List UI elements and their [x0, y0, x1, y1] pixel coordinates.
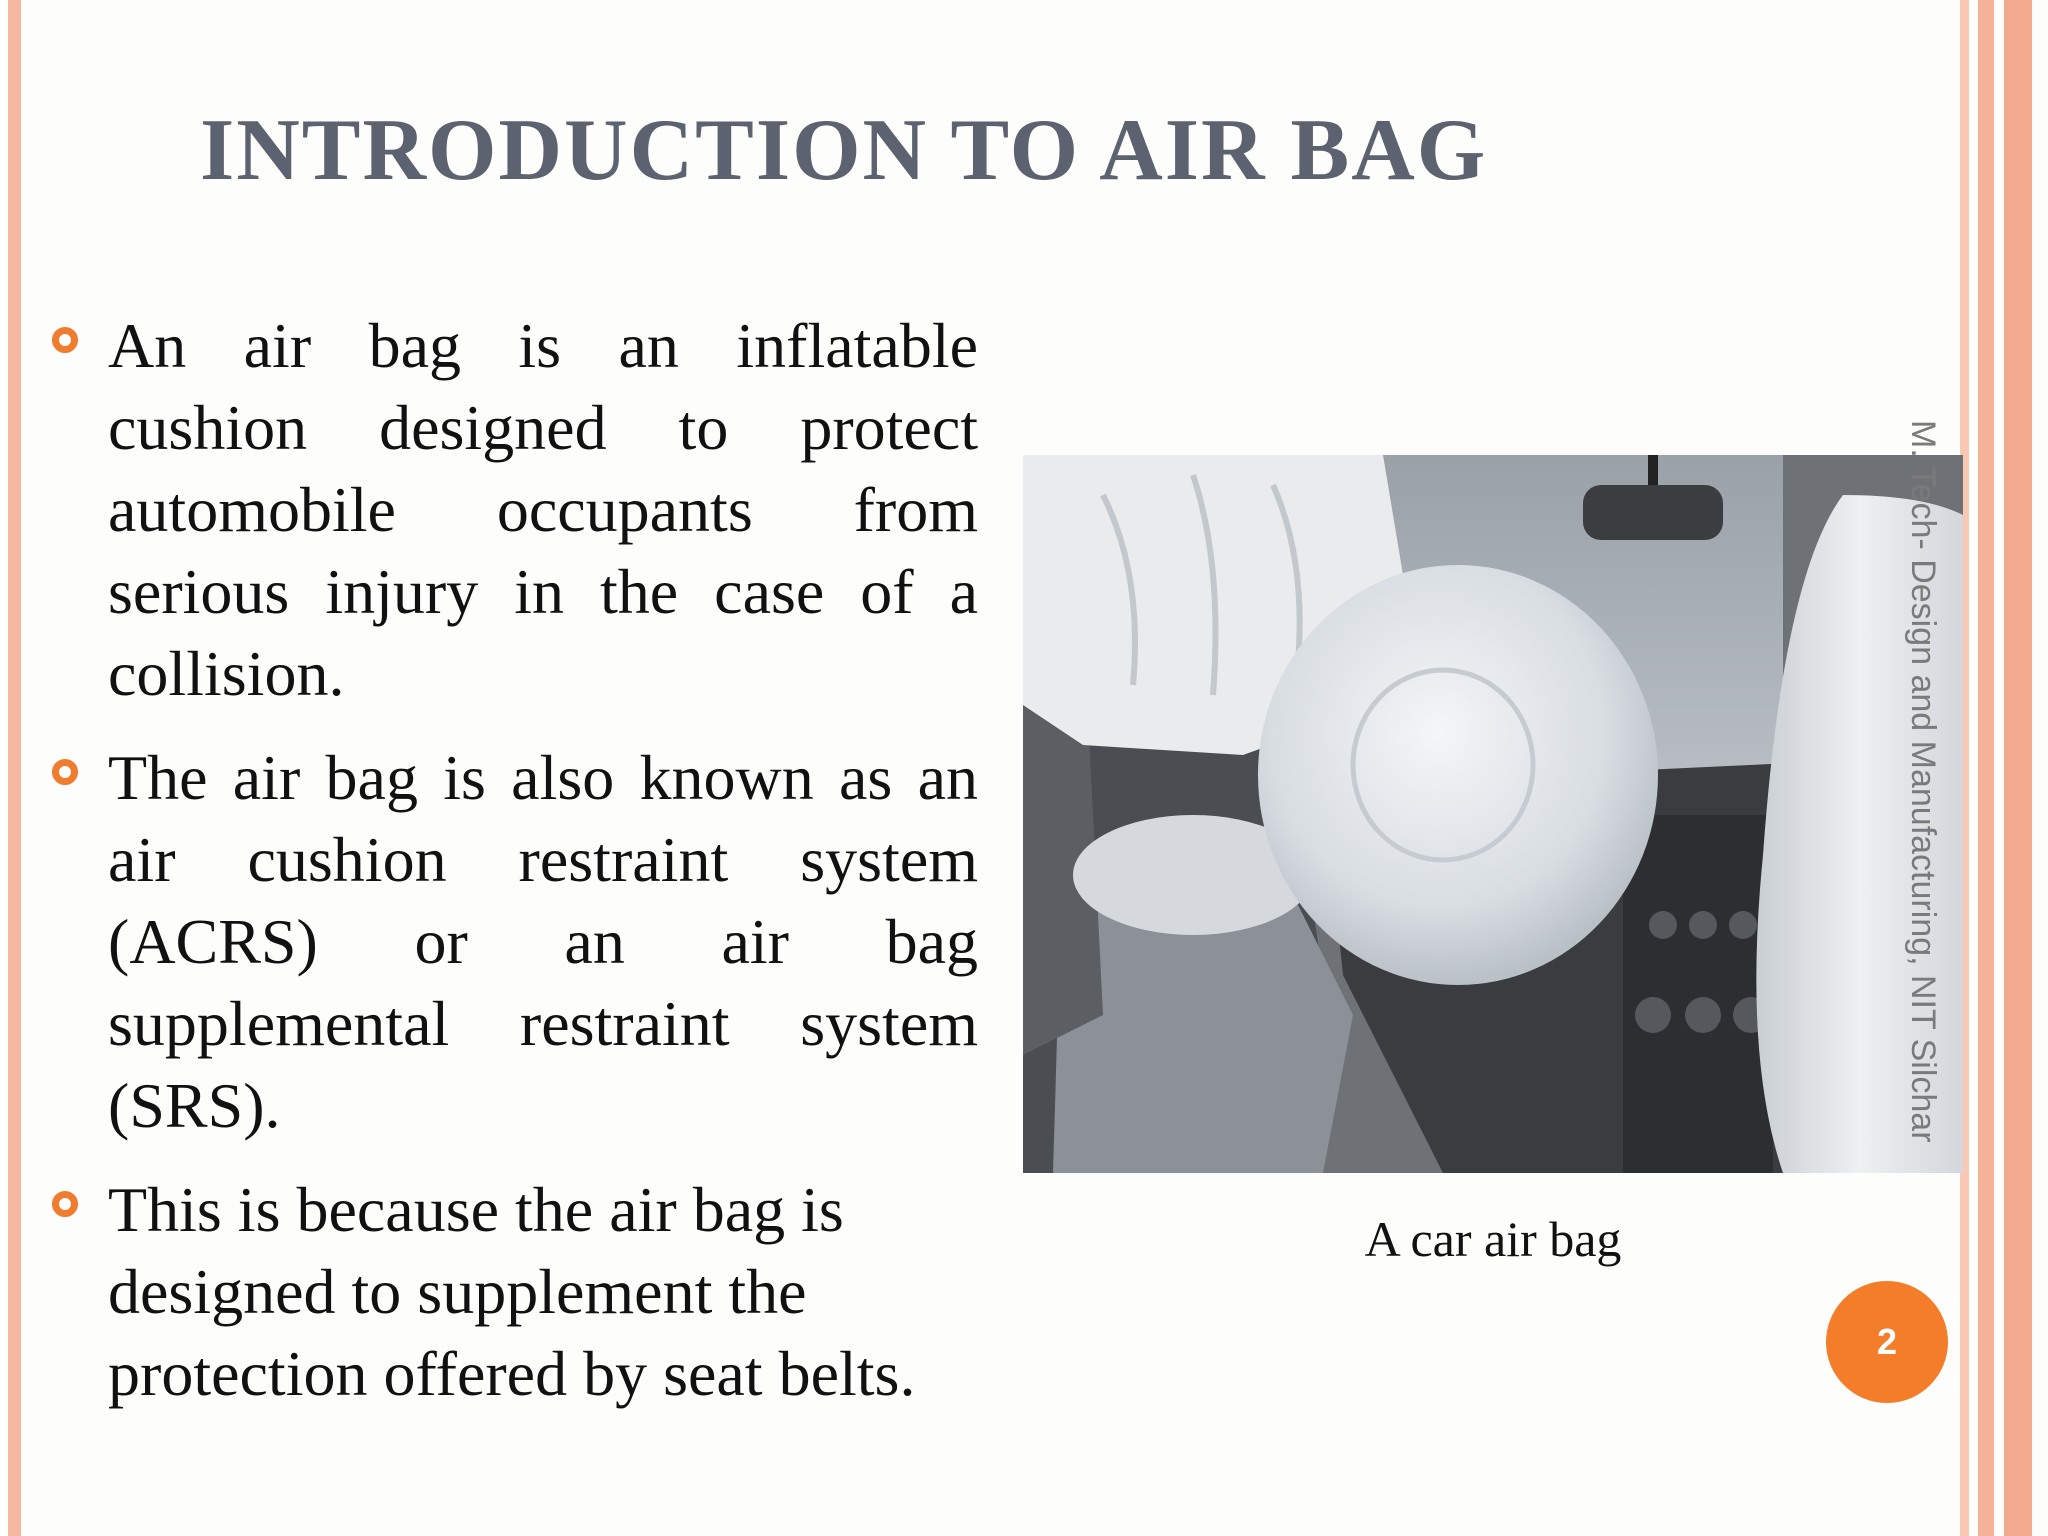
bullet-text: This is because the air bag is designed to supplement the protection offered by seat belts.	[108, 1174, 916, 1409]
page-number-badge: 2	[1826, 1281, 1948, 1403]
vertical-footer-text: M. Tech- Design and Manufacturing, NIT Silchar	[1904, 420, 1942, 1143]
bullet-text: The air bag is also known as an air cushion restraint system (ACRS) or an air bag supplemental restraint system (SRS).	[108, 742, 978, 1141]
bullet-circle-icon	[52, 327, 78, 353]
bullet-circle-icon	[52, 759, 78, 785]
bullet-list	[48, 305, 978, 1437]
bullet-item	[48, 1169, 978, 1415]
bullet-text: An air bag is an inflatable cushion designed to protect automobile occupants from serious injury in the case of a collision.	[108, 310, 978, 709]
bullet-item	[48, 737, 978, 1147]
image-caption: A car air bag	[1364, 1211, 1622, 1267]
bullet-circle-icon	[52, 1191, 78, 1217]
bullet-item	[48, 305, 978, 715]
car-interior-illustration	[1023, 455, 1963, 1173]
car-air-bag-photo	[1023, 455, 1963, 1173]
slide-title: INTRODUCTION TO AIR BAG	[200, 102, 1488, 199]
